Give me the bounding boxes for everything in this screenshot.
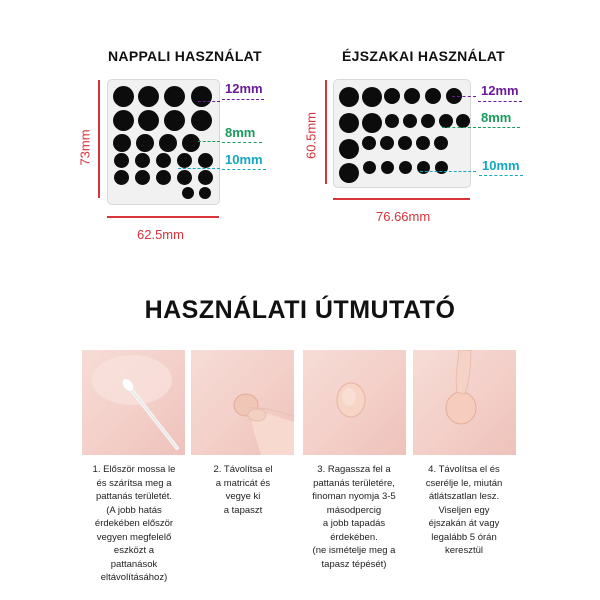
step-text-line: a tapaszt bbox=[223, 504, 263, 516]
step-text-line: vegye ki bbox=[225, 491, 261, 502]
patch-dot bbox=[439, 114, 453, 128]
day-8mm-dash bbox=[198, 141, 220, 142]
step-text-line: 2. Távolítsa el bbox=[213, 464, 273, 475]
day-width-label: 62.5mm bbox=[137, 227, 184, 242]
night-10mm-label: 10mm bbox=[482, 158, 520, 173]
patch-dot bbox=[113, 134, 131, 152]
step-text-line: pattanás területét. bbox=[95, 491, 173, 502]
patch-dot bbox=[135, 153, 150, 168]
applied-patch-icon bbox=[303, 350, 406, 455]
patch-dot bbox=[113, 86, 134, 107]
step-text-line: érdekében először bbox=[94, 518, 174, 529]
peeling-patch-icon bbox=[413, 350, 516, 455]
night-use-title: ÉJSZAKAI HASZNÁLAT bbox=[342, 48, 506, 64]
patch-dot bbox=[434, 136, 448, 150]
step-text-line: átlátszatlan lesz. bbox=[428, 491, 500, 502]
step-2-text bbox=[192, 463, 294, 517]
night-height-line bbox=[325, 80, 327, 184]
patch-dot bbox=[156, 170, 171, 185]
patch-dot bbox=[421, 114, 435, 128]
step-text-line: pattanások bbox=[110, 558, 158, 570]
patch-dot bbox=[339, 163, 359, 183]
patch-dot bbox=[385, 114, 399, 128]
day-use-title: NAPPALI HASZNÁLAT bbox=[108, 48, 262, 64]
patch-dot bbox=[425, 88, 441, 104]
patch-dot bbox=[199, 187, 211, 199]
step-text-line: a jobb tapadás bbox=[322, 518, 386, 529]
patch-dot bbox=[339, 139, 359, 159]
patch-dot bbox=[198, 170, 213, 185]
patch-dot bbox=[135, 170, 150, 185]
step-text-line: eltávolításához) bbox=[100, 572, 168, 583]
step-text-line: a matricát és bbox=[215, 477, 271, 489]
step-text-line: és szárítsa meg a bbox=[96, 477, 172, 489]
night-12mm-dash bbox=[452, 96, 476, 97]
night-8mm-underline bbox=[478, 127, 520, 128]
patch-dot bbox=[198, 153, 213, 168]
day-8mm-label: 8mm bbox=[225, 125, 256, 140]
day-patch-sheet bbox=[107, 79, 220, 205]
patch-dot bbox=[136, 134, 154, 152]
night-12mm-underline bbox=[478, 101, 522, 102]
day-width-line bbox=[107, 216, 219, 218]
patch-dot bbox=[138, 110, 159, 131]
cotton-swab-icon bbox=[82, 350, 185, 455]
night-10mm-dash bbox=[420, 171, 476, 172]
step-text-line: 3. Ragassza fel a bbox=[317, 464, 391, 475]
day-12mm-underline bbox=[222, 99, 264, 100]
patch-dot bbox=[399, 161, 412, 174]
night-8mm-label: 8mm bbox=[481, 110, 512, 125]
step-text-line: (A jobb hatás bbox=[106, 504, 162, 516]
patch-dot bbox=[339, 87, 359, 107]
day-height-label: 73mm bbox=[77, 129, 93, 166]
step-text-line: másodpercig bbox=[326, 504, 382, 516]
patch-dot bbox=[191, 86, 212, 107]
patch-dot bbox=[164, 110, 185, 131]
step-2-photo bbox=[191, 350, 294, 455]
step-3-photo bbox=[303, 350, 406, 455]
patch-dot bbox=[362, 113, 382, 133]
day-8mm-underline bbox=[222, 142, 262, 143]
patch-dot bbox=[177, 153, 192, 168]
patch-dot bbox=[113, 110, 134, 131]
patch-dot bbox=[191, 110, 212, 131]
step-text-line: pattanás területére, bbox=[313, 477, 395, 489]
patch-dot bbox=[362, 136, 376, 150]
step-text-line: tapasz tépését) bbox=[321, 558, 387, 570]
step-text-line: 1. Először mossa le bbox=[92, 464, 176, 475]
patch-dot bbox=[404, 88, 420, 104]
step-text-line: Viseljen egy bbox=[438, 504, 490, 516]
patch-dot bbox=[177, 170, 192, 185]
patch-dot bbox=[416, 136, 430, 150]
step-text-line: cserélje le, miután bbox=[425, 477, 503, 489]
step-text-line: éjszakán át vagy bbox=[428, 518, 500, 529]
step-4-text bbox=[410, 463, 518, 558]
patch-dot bbox=[363, 161, 376, 174]
patch-dot bbox=[156, 153, 171, 168]
day-12mm-dash bbox=[198, 101, 220, 102]
step-1-photo bbox=[82, 350, 185, 455]
usage-guide-title: HASZNÁLATI ÚTMUTATÓ bbox=[144, 296, 456, 324]
night-10mm-underline bbox=[479, 175, 523, 176]
step-text-line: keresztül bbox=[444, 545, 483, 556]
night-12mm-label: 12mm bbox=[481, 83, 519, 98]
patch-dot bbox=[182, 134, 200, 152]
patch-dot bbox=[159, 134, 177, 152]
patch-dot bbox=[182, 187, 194, 199]
patch-dot bbox=[398, 136, 412, 150]
step-text-line: érdekében. bbox=[330, 531, 378, 543]
finger-patch-icon bbox=[191, 350, 294, 455]
night-width-label: 76.66mm bbox=[376, 209, 431, 224]
patch-dot bbox=[114, 170, 129, 185]
patch-dot bbox=[384, 88, 400, 104]
night-width-line bbox=[333, 198, 470, 200]
day-10mm-dash bbox=[178, 168, 220, 169]
patch-dot bbox=[114, 153, 129, 168]
patch-dot bbox=[164, 86, 185, 107]
step-text-line: eszközt a bbox=[113, 545, 155, 556]
step-text-line: finoman nyomja 3-5 bbox=[312, 491, 396, 502]
night-height-label: 60.5mm bbox=[303, 112, 319, 159]
patch-dot bbox=[138, 86, 159, 107]
patch-dot bbox=[362, 87, 382, 107]
step-3-text bbox=[300, 463, 408, 571]
day-10mm-underline bbox=[222, 169, 266, 170]
step-text-line: (ne ismételje meg a bbox=[312, 545, 396, 556]
patch-dot bbox=[339, 113, 359, 133]
patch-dot bbox=[380, 136, 394, 150]
step-text-line: 4. Távolítsa el és bbox=[428, 464, 500, 475]
night-8mm-dash bbox=[442, 127, 476, 128]
step-4-photo bbox=[413, 350, 516, 455]
day-height-line bbox=[98, 80, 100, 198]
day-12mm-label: 12mm bbox=[225, 81, 263, 96]
step-text-line: vegyen megfelelő bbox=[96, 531, 172, 543]
step-1-text bbox=[82, 463, 186, 585]
patch-dot bbox=[381, 161, 394, 174]
patch-dot bbox=[403, 114, 417, 128]
step-text-line: legalább 5 órán bbox=[431, 531, 497, 543]
patch-dot bbox=[456, 114, 470, 128]
day-10mm-label: 10mm bbox=[225, 152, 263, 167]
